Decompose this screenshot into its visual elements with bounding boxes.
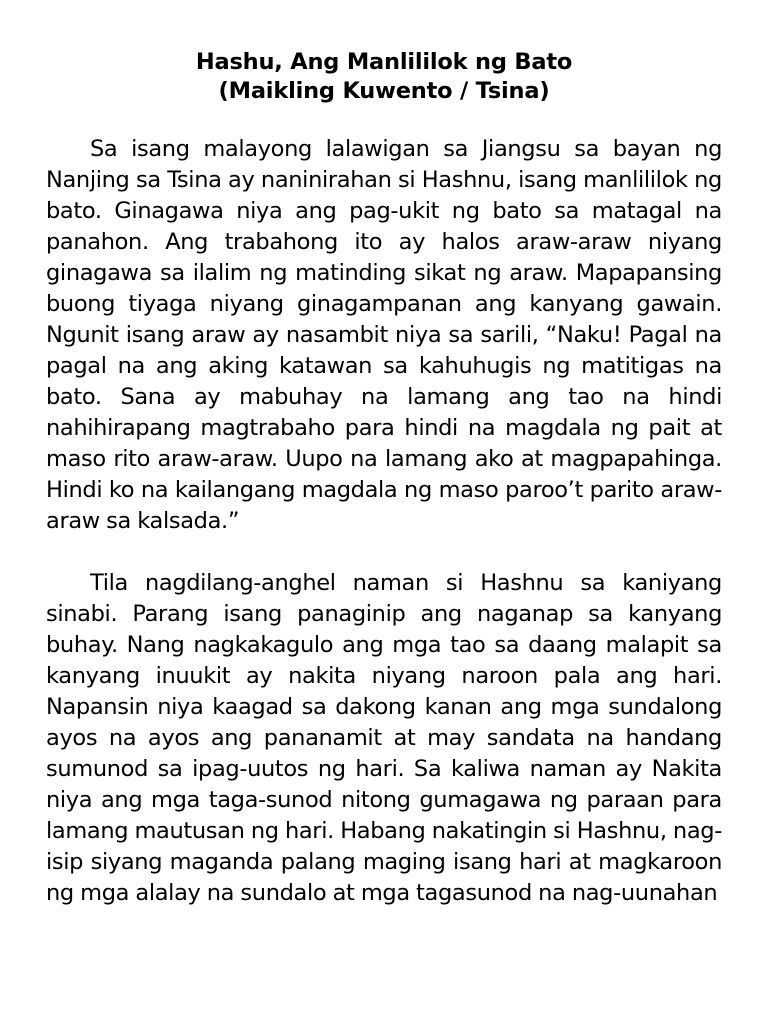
title-line-2: (Maikling Kuwento / Tsina) xyxy=(218,78,550,104)
document-page xyxy=(46,48,722,909)
paragraph-1: Sa isang malayong lalawigan sa Jiangsu sa bayan ng Nanjing sa Tsina ay naninirahan si Hashnu, isang manlililok ng bato. Ginagawa niya ang pag-ukit ng bato sa matagal na panahon. Ang trabahong ito ay halos araw-araw niyang ginagawa sa ilalim ng matinding sikat ng araw. Mapapansing buong tiyaga niyang ginagampanan ang kanyang gawain. Ngunit isang araw ay nasambit niya sa sarili, “Naku! Pagal na pagal na ang aking katawan sa kahuhugis ng matitigas na bato. Sana ay mabuhay na lamang ang tao na hindi nahihirapang magtrabaho para hindi na magdala ng pait at maso rito araw-araw. Uupo na lamang ako at magpapahinga. Hindi ko na kailangang magdala ng maso paroo’t parito araw-araw sa kalsada.” xyxy=(46,136,722,534)
paragraph-2: Tila nagdilang-anghel naman si Hashnu sa kaniyang sinabi. Parang isang panaginip ang naganap sa kanyang buhay. Nang nagkakagulo ang mga tao sa daang malapit sa kanyang inuukit ay nakita niyang naroon pala ang hari. Napansin niya kaagad sa dakong kanan ang mga sundalong ayos na ayos ang pananamit at may sandata na handang sumunod sa ipag-uutos ng hari. Sa kaliwa naman ay Nakita niya ang mga taga-sunod nitong gumagawa ng paraan para lamang mautusan ng hari. Habang nakatingin si Hashnu, nag-isip siyang maganda palang maging isang hari at magkaroon ng mga alalay na sundalo at mga tagasunod na nag-uunahan xyxy=(46,570,722,906)
title-line-1: Hashu, Ang Manlililok ng Bato xyxy=(195,49,573,75)
document-title xyxy=(46,48,722,106)
